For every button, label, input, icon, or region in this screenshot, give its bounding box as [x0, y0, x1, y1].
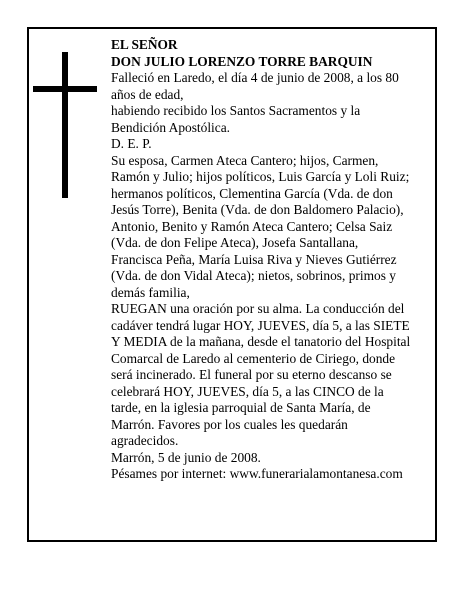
cross-vertical-bar — [62, 52, 68, 198]
body-line: habiendo recibido los Santos Sacramentos y la — [111, 103, 361, 118]
body-line: Falleció en Laredo, el día 4 de junio de 2008, a los 80 — [111, 70, 399, 85]
body-line: hermanos políticos, Clementina García (Vda. de don — [111, 185, 393, 201]
body-line: Y MEDIA de la mañana, desde el tanatorio del Hospital — [111, 334, 411, 349]
body-line: tarde, en la iglesia parroquial de Santa María, de — [111, 400, 371, 415]
body-line: Marrón. Favores por los cuales les quedarán — [111, 416, 348, 432]
body-line: será incinerado. El funeral por su eterno descanso se — [111, 367, 392, 382]
body-line: Bendición Apostólica. — [111, 119, 231, 135]
body-line: años de edad, — [111, 86, 184, 102]
body-line: Jesús Torre), Benita (Vda. de don Baldomero Palacio), — [111, 202, 404, 217]
heading-line-name: DON JULIO LORENZO TORRE BARQUIN — [111, 53, 373, 69]
body-line: demás familia, — [111, 284, 190, 300]
body-line: celebrará HOY, JUEVES, día 5, a las CINCO de la — [111, 383, 384, 399]
body-line: agradecidos. — [111, 433, 179, 448]
body-line: (Vda. de don Vidal Ateca); nietos, sobrinos, primos y — [111, 268, 396, 283]
body-line: Su esposa, Carmen Ateca Cantero; hijos, Carmen, — [111, 152, 379, 168]
body-line: Comarcal de Laredo al cementerio de Ciriego, donde — [111, 350, 396, 366]
obituary-text — [111, 37, 429, 483]
body-line: D. E. P. — [111, 136, 152, 151]
cross-icon — [33, 52, 97, 198]
body-line: Antonio, Benito y Ramón Ateca Cantero; Celsa Saiz — [111, 218, 393, 234]
body-line: Ramón y Julio; hijos políticos, Luis García y Loli Ruiz; — [111, 169, 410, 184]
heading-line-title: EL SEÑOR — [111, 37, 178, 52]
body-line: Pésames por internet: www.funerarialamontanesa.com — [111, 466, 403, 481]
body-line: Francisca Peña, María Luisa Riva y Nieves Gutiérrez — [111, 251, 397, 267]
body-line: (Vda. de don Felipe Ateca), Josefa Santallana, — [111, 235, 359, 250]
body-line: RUEGAN una oración por su alma. La conducción del — [111, 301, 405, 316]
body-line: Marrón, 5 de junio de 2008. — [111, 449, 261, 465]
cross-horizontal-bar — [33, 86, 97, 92]
body-line: cadáver tendrá lugar HOY, JUEVES, día 5, a las SIETE — [111, 317, 410, 333]
